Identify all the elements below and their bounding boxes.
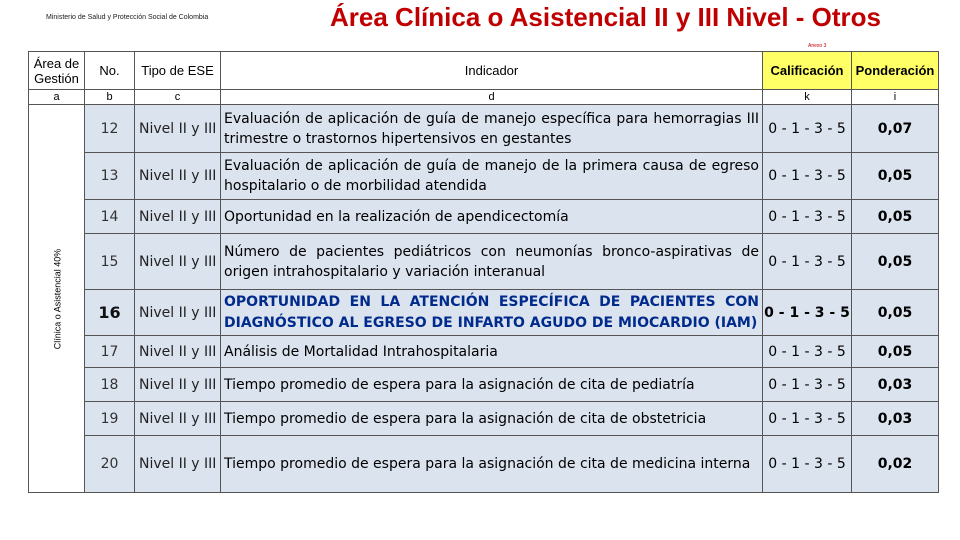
row-indicador: Evaluación de aplicación de guía de manejo de la primera causa de egreso hospitalario o de morbilidad atendida (221, 153, 763, 200)
row-tipo: Nivel II y III (135, 153, 221, 200)
row-tipo: Nivel II y III (135, 234, 221, 290)
row-ponderacion: 0,07 (852, 105, 939, 153)
row-calificacion: 0 - 1 - 3 - 5 (763, 234, 852, 290)
row-indicador: OPORTUNIDAD EN LA ATENCIÓN ESPECÍFICA DE PACIENTES CON DIAGNÓSTICO AL EGRESO DE INFARTO AGUDO DE MIOCARDIO (IAM) (221, 290, 763, 336)
letters-row (29, 90, 939, 105)
col-header-no: No. (85, 52, 135, 90)
header-row (29, 52, 939, 90)
letter-tipo: c (135, 90, 221, 105)
row-ponderacion: 0,03 (852, 368, 939, 402)
area-label: Clínica o Asistencial 40% (52, 248, 62, 349)
letter-area: a (29, 90, 85, 105)
table-row (29, 290, 939, 336)
row-ponderacion: 0,03 (852, 402, 939, 436)
row-number: 20 (85, 436, 135, 493)
row-calificacion: 0 - 1 - 3 - 5 (763, 436, 852, 493)
table-row (29, 200, 939, 234)
row-ponderacion: 0,05 (852, 153, 939, 200)
row-ponderacion: 0,05 (852, 336, 939, 368)
page-title: Área Clínica o Asistencial II y III Nivel - Otros (330, 2, 882, 32)
row-indicador: Tiempo promedio de espera para la asignación de cita de pediatría (221, 368, 763, 402)
table-row (29, 153, 939, 200)
row-calificacion: 0 - 1 - 3 - 5 (763, 402, 852, 436)
row-tipo: Nivel II y III (135, 290, 221, 336)
col-header-area: Área de Gestión (29, 52, 85, 90)
row-indicador: Análisis de Mortalidad Intrahospitalaria (221, 336, 763, 368)
indicators-table (28, 51, 939, 493)
row-ponderacion: 0,05 (852, 200, 939, 234)
row-tipo: Nivel II y III (135, 200, 221, 234)
annex-label: Anexo 3 (808, 43, 827, 49)
row-number: 12 (85, 105, 135, 153)
row-number: 18 (85, 368, 135, 402)
row-tipo: Nivel II y III (135, 336, 221, 368)
row-calificacion: 0 - 1 - 3 - 5 (763, 105, 852, 153)
row-indicador: Tiempo promedio de espera para la asignación de cita de obstetricia (221, 402, 763, 436)
row-calificacion: 0 - 1 - 3 - 5 (763, 290, 852, 336)
row-calificacion: 0 - 1 - 3 - 5 (763, 336, 852, 368)
row-indicador: Evaluación de aplicación de guía de manejo específica para hemorragias III trimestre o trastornos hipertensivos en gestantes (221, 105, 763, 153)
ministry-name: Ministerio de Salud y Protección Social de Colombia (46, 14, 209, 21)
row-number: 19 (85, 402, 135, 436)
letter-ponderacion: i (852, 90, 939, 105)
letter-no: b (85, 90, 135, 105)
col-header-indicador: Indicador (221, 52, 763, 90)
letter-indicador: d (221, 90, 763, 105)
area-cell (29, 105, 85, 493)
row-ponderacion: 0,02 (852, 436, 939, 493)
row-calificacion: 0 - 1 - 3 - 5 (763, 368, 852, 402)
row-tipo: Nivel II y III (135, 402, 221, 436)
row-indicador: Oportunidad en la realización de apendicectomía (221, 200, 763, 234)
col-header-ponderacion: Ponderación (852, 52, 939, 90)
row-tipo: Nivel II y III (135, 368, 221, 402)
col-header-calificacion: Calificación (763, 52, 852, 90)
row-number: 17 (85, 336, 135, 368)
row-tipo: Nivel II y III (135, 105, 221, 153)
row-number: 14 (85, 200, 135, 234)
table-row (29, 336, 939, 368)
letter-calificacion: k (763, 90, 852, 105)
table-row (29, 105, 939, 153)
row-calificacion: 0 - 1 - 3 - 5 (763, 153, 852, 200)
row-indicador: Tiempo promedio de espera para la asignación de cita de medicina interna (221, 436, 763, 493)
row-ponderacion: 0,05 (852, 290, 939, 336)
row-number: 16 (85, 290, 135, 336)
row-number: 13 (85, 153, 135, 200)
table-row (29, 436, 939, 493)
row-indicador: Número de pacientes pediátricos con neumonías bronco-aspirativas de origen intrahospitalario y variación interanual (221, 234, 763, 290)
row-ponderacion: 0,05 (852, 234, 939, 290)
row-number: 15 (85, 234, 135, 290)
col-header-tipo: Tipo de ESE (135, 52, 221, 90)
table-row (29, 234, 939, 290)
row-tipo: Nivel II y III (135, 436, 221, 493)
row-calificacion: 0 - 1 - 3 - 5 (763, 200, 852, 234)
table-row (29, 402, 939, 436)
table-row (29, 368, 939, 402)
